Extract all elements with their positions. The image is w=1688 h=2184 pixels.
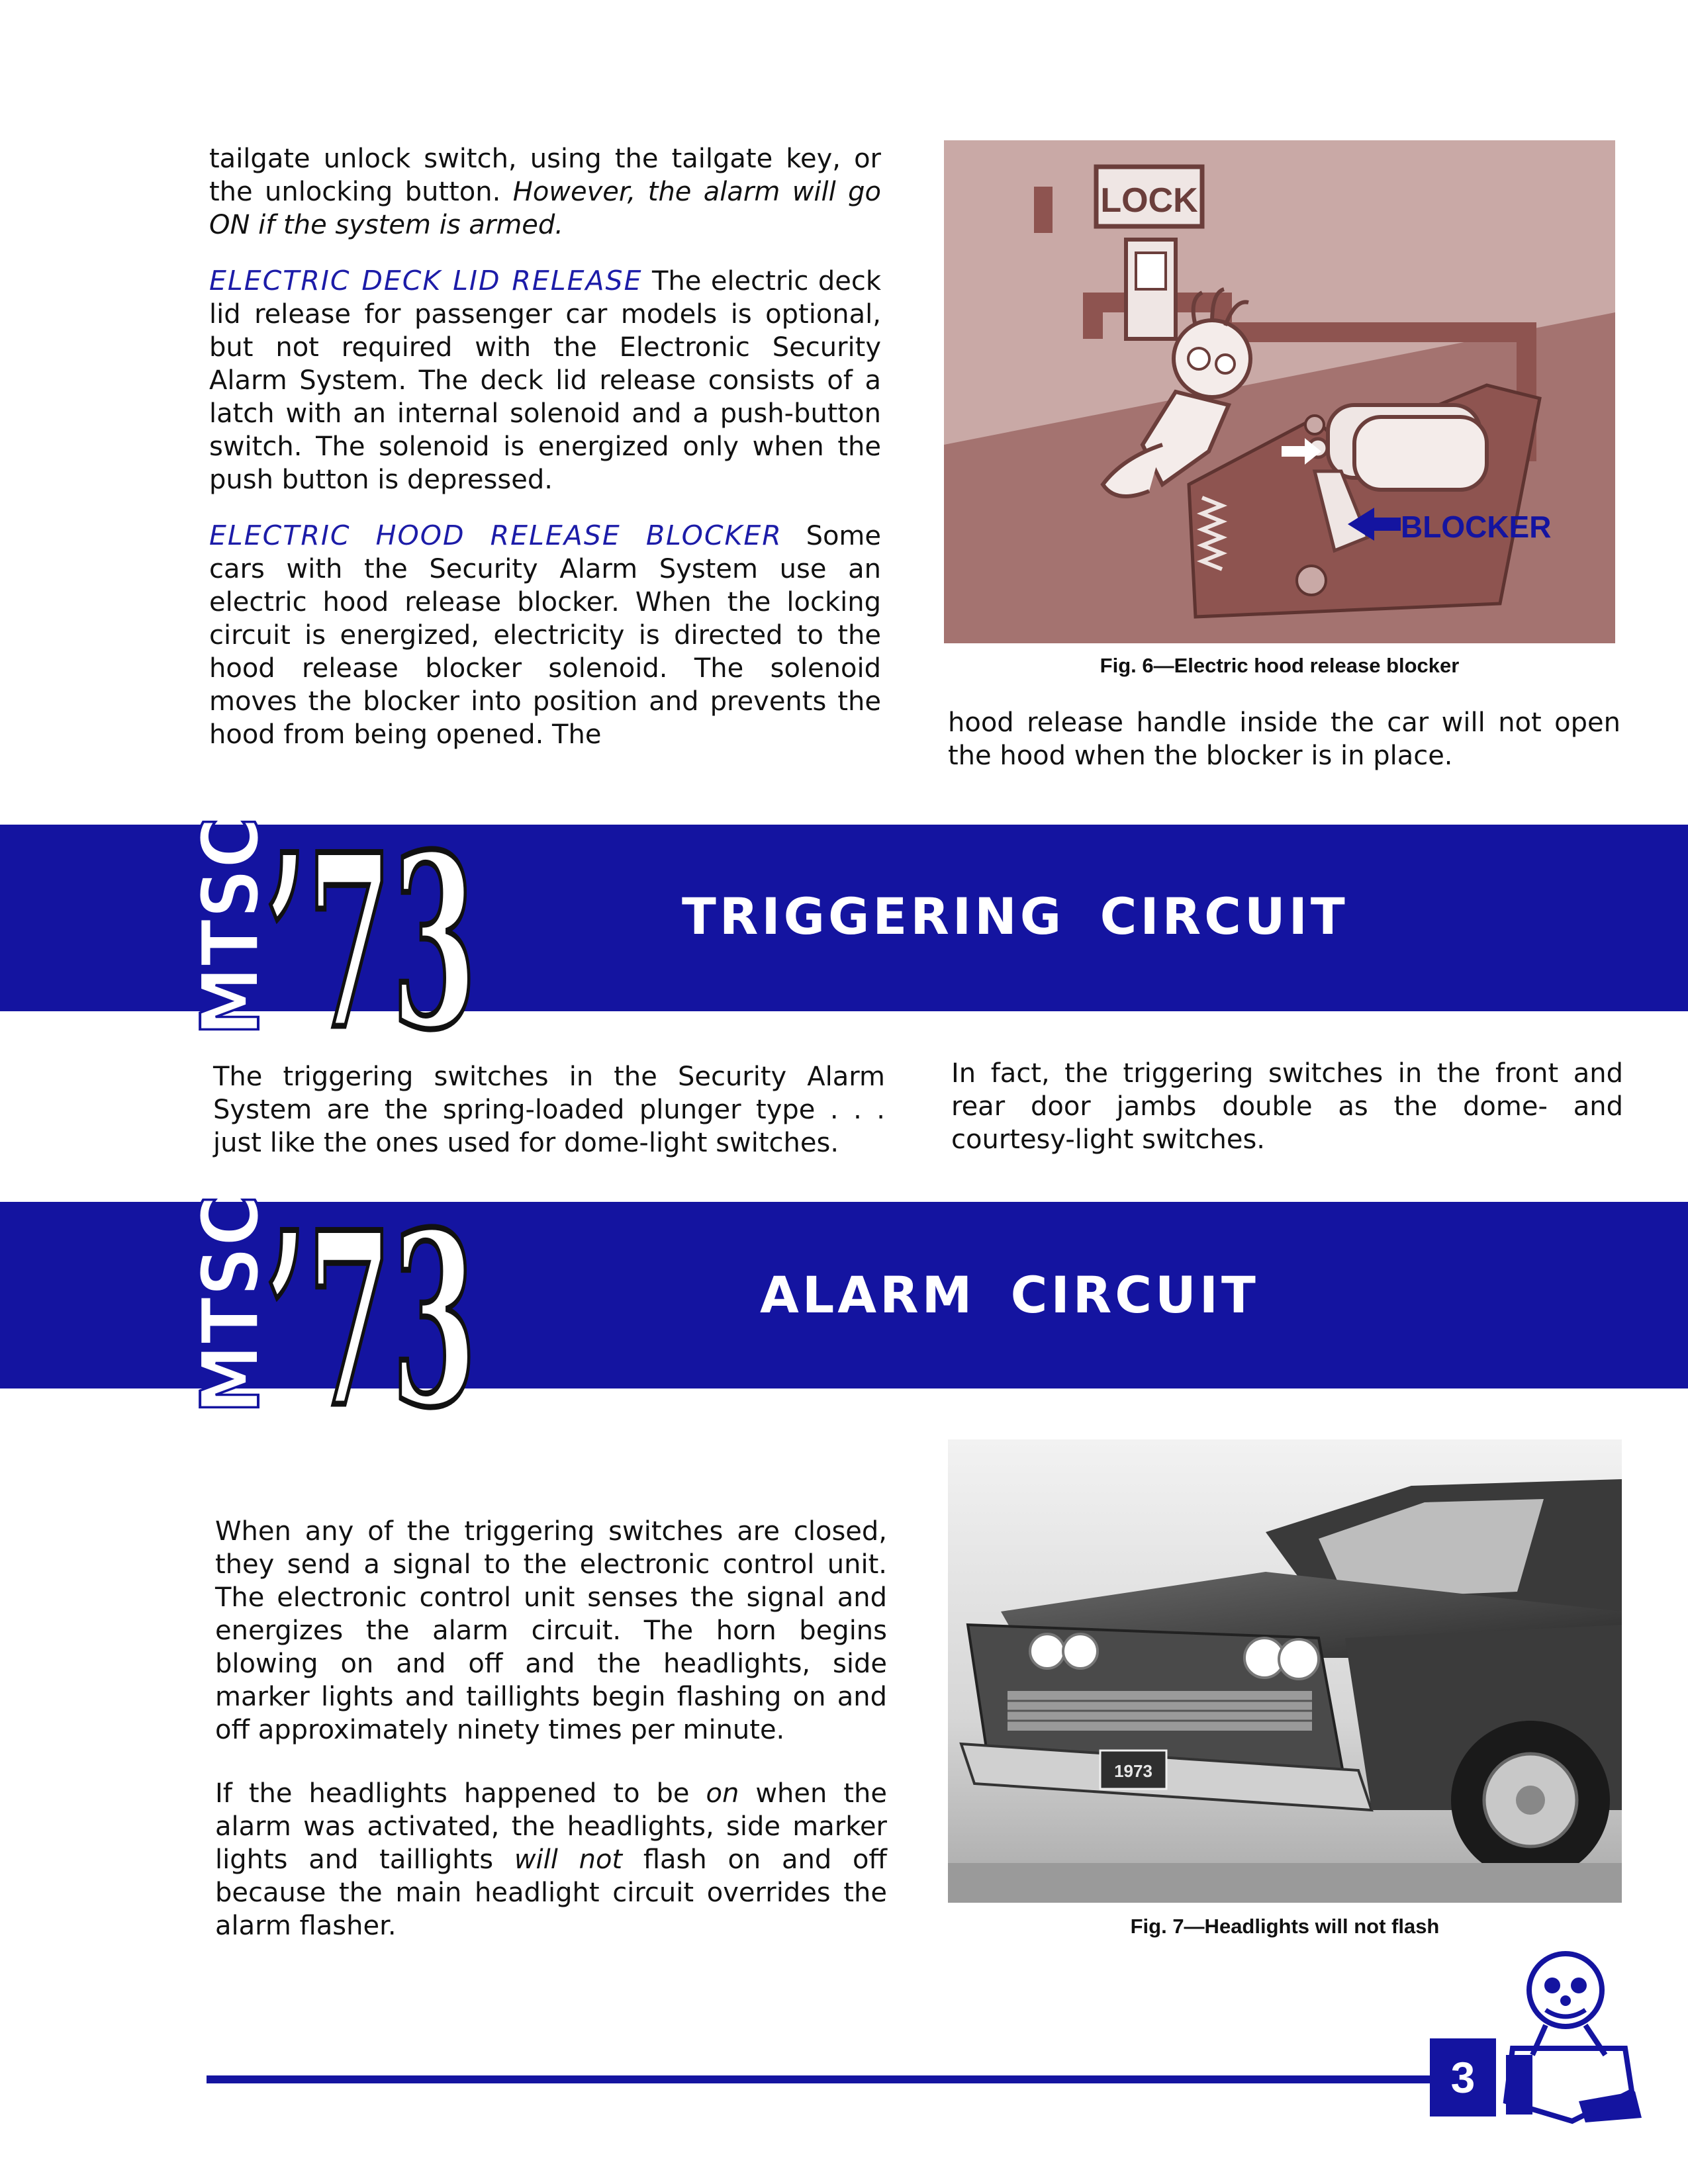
- paragraph-alarm-signal: When any of the triggering switches are closed, they send a signal to the electronic control unit. The electronic control unit senses the signal and energizes the alarm circuit. The horn begins blowing on and off and the headlights, side marker lights and taillights begin flashing on and off approximately ninety times per minute.: [215, 1516, 887, 1745]
- triggering-left-column: [213, 1060, 885, 1182]
- headlights-text-3: flash on and off because the main headlight circuit overrides the alarm flasher.: [215, 1844, 887, 1941]
- top-left-column: [209, 142, 881, 774]
- headlights-on-italic: on: [706, 1778, 739, 1809]
- mtsc-73-logo-2: [179, 1175, 490, 1427]
- mascot-figure: [1493, 1949, 1645, 2124]
- paragraph-trigger-switches: The triggering switches in the Security Alarm System are the spring-loaded plunger type . . . just like the ones used for dome-light switches.: [213, 1062, 885, 1158]
- triggering-circuit-title: TRIGGERING CIRCUIT: [682, 887, 1348, 946]
- headlights-text-1: If the headlights happened to be: [215, 1778, 706, 1809]
- page-number: 3: [1430, 2038, 1496, 2116]
- paragraph-tailgate: [209, 142, 881, 242]
- figure-6-illustration: [944, 140, 1615, 643]
- logo-letters-2: MTSC: [185, 1175, 277, 1414]
- mtsc-73-logo: [179, 797, 490, 1049]
- subhead-deck-lid: ELECTRIC DECK LID RELEASE: [209, 265, 643, 296]
- triggering-right-column: [951, 1057, 1623, 1179]
- subhead-hood-blocker: ELECTRIC HOOD RELEASE BLOCKER: [209, 520, 782, 551]
- footer-rule: [207, 2075, 1438, 2083]
- tailgate-text: tailgate unlock switch, using the tailgate key, or the unlocking button.: [209, 144, 881, 207]
- alarm-circuit-title: ALARM CIRCUIT: [760, 1265, 1259, 1324]
- logo-letters: MTSC: [185, 797, 277, 1036]
- will-not-italic: will not: [514, 1844, 623, 1875]
- paragraph-hood-handle: hood release handle inside the car will not open the hood when the blocker is in place.: [948, 707, 1620, 771]
- paragraph-deck-lid: The electric deck lid release for passenger car models is optional, but not required with the Electronic Security Alarm System. The deck lid release consists of a latch with an internal solenoid and a push-button switch. The solenoid is energized only when the push button is depressed.: [209, 266, 882, 495]
- section-deck-lid: [209, 264, 881, 496]
- car-headlights-photo: [948, 1439, 1622, 1903]
- hood-blocker-illustration: [944, 140, 1615, 643]
- alarm-left-column: [215, 1515, 887, 1965]
- figure-7-photo: [948, 1439, 1622, 1903]
- lock-sign-text: LOCK: [1100, 181, 1198, 220]
- figure-7-caption: Fig. 7—Headlights will not flash: [1130, 1915, 1440, 1938]
- figure-6-caption: Fig. 6—Electric hood release blocker: [1100, 654, 1460, 677]
- paragraph-headlights-on: [215, 1777, 887, 1942]
- blocker-callout: BLOCKER: [1401, 510, 1552, 544]
- paragraph-door-jambs: In fact, the triggering switches in the front and rear door jambs double as the dome- and courtesy-light switches.: [951, 1058, 1623, 1155]
- logo-year: ’73: [265, 802, 477, 1049]
- top-right-column: [948, 706, 1620, 795]
- mtsc-logo-graphic: [179, 797, 490, 1049]
- logo-year-2: ’73: [265, 1180, 477, 1427]
- section-hood-blocker: [209, 519, 881, 751]
- mtsc-logo-graphic-2: [179, 1175, 490, 1427]
- armed-warning: However, the alarm will go ON if the system is armed.: [209, 177, 881, 240]
- mascot-icon: [1493, 1949, 1645, 2124]
- headlights-text-2: when the alarm was activated, the headlights, side marker lights and taillights: [215, 1778, 887, 1875]
- paragraph-hood-blocker: Some cars with the Security Alarm System use an electric hood release blocker. When the locking circuit is energized, electricity is directed to the hood release blocker solenoid. The solenoid moves the blocker into position and prevents the hood from being opened. The: [209, 521, 881, 750]
- license-plate-text: 1973: [1114, 1761, 1152, 1781]
